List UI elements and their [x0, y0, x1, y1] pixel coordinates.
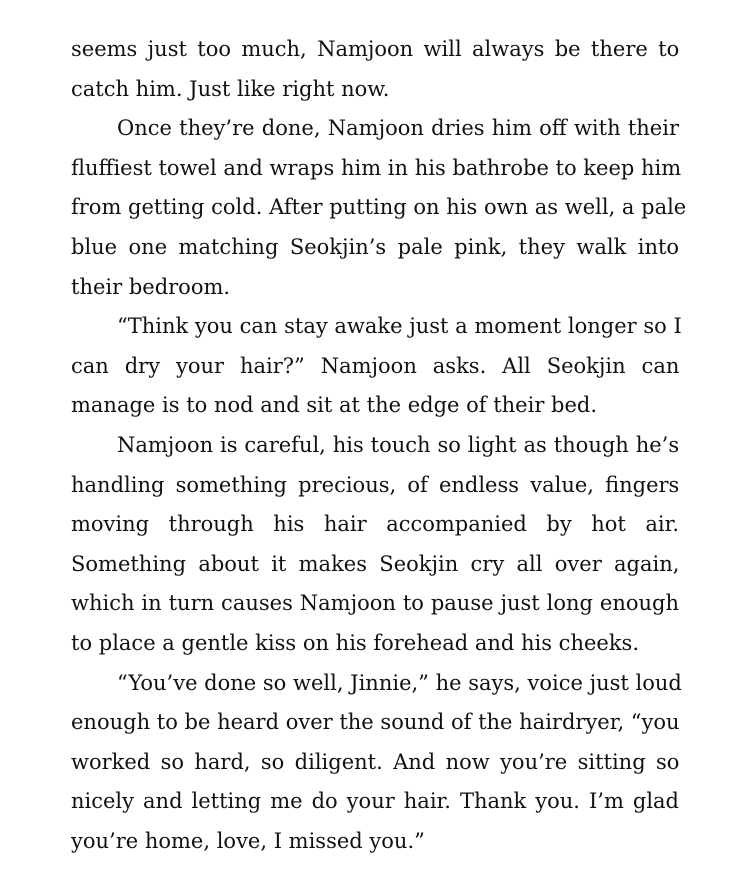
text-line: blue one matching Seokjin’s pale pink, they walk into [71, 234, 680, 259]
text-line: to place a gentle kiss on his forehead and his cheeks. [71, 630, 640, 655]
text-line: from getting cold. After putting on his own as well, a pale [71, 195, 687, 220]
text-line: Something about it makes Seokjin cry all over again, [71, 551, 680, 576]
text-line: Once they’re done, Namjoon dries him off with their [117, 116, 679, 141]
text-line: can dry your hair?” Namjoon asks. All Seokjin can [71, 353, 680, 378]
text-line: Namjoon is careful, his touch so light as though he’s [117, 432, 680, 457]
text-line: manage is to nod and sit at the edge of their bed. [71, 393, 598, 418]
text-line: handling something precious, of endless value, fingers [71, 472, 680, 497]
text-line: worked so hard, so diligent. And now you’re sitting so [71, 749, 680, 774]
paragraph-5 [71, 664, 682, 862]
text-line: which in turn causes Namjoon to pause just long enough [71, 591, 679, 616]
paragraph-2 [71, 109, 687, 307]
text-line: you’re home, love, I missed you.” [71, 828, 425, 853]
paragraph-4 [71, 426, 679, 664]
text-line: “You’ve done so well, Jinnie,” he says, voice just loud [117, 670, 682, 695]
text-line: moving through his hair accompanied by hot air. [71, 512, 680, 537]
paragraph-1 [71, 30, 679, 109]
paragraph-3 [71, 307, 682, 426]
text-line: seems just too much, Namjoon will always be there to [71, 37, 680, 61]
text-line: nicely and letting me do your hair. Thank you. I’m glad [71, 789, 679, 814]
text-line: “Think you can stay awake just a moment longer so I [117, 314, 682, 339]
text-line: catch him. Just like right now. [71, 76, 390, 101]
text-line: fluffiest towel and wraps him in his bathrobe to keep him [71, 155, 682, 180]
text-line: enough to be heard over the sound of the hairdryer, “you [71, 710, 680, 735]
text-line: their bedroom. [71, 274, 231, 299]
document-page [71, 30, 687, 861]
